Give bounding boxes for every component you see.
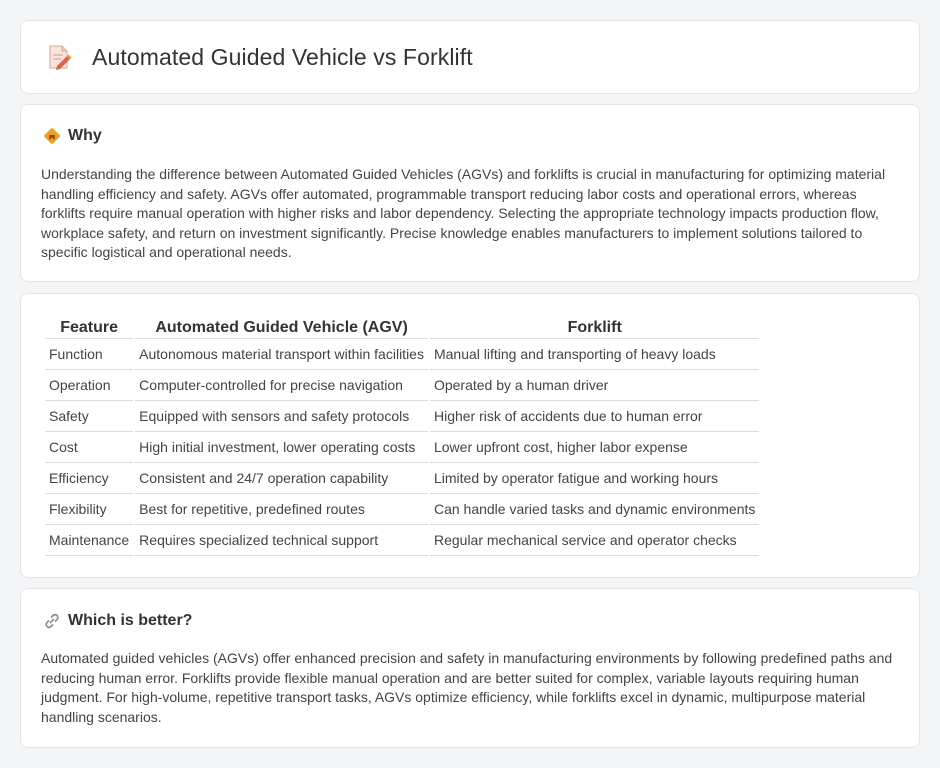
feature-cell: Cost (45, 432, 133, 463)
feature-cell: Safety (45, 401, 133, 432)
forklift-cell: Operated by a human driver (430, 370, 759, 401)
forklift-cell: Lower upfront cost, higher labor expense (430, 432, 759, 463)
table-row (45, 370, 759, 401)
why-heading-row (43, 127, 102, 145)
why-heading: Why (68, 127, 102, 144)
feature-cell: Function (45, 339, 133, 370)
better-text: Automated guided vehicles (AGVs) offer enhanced precision and safety in manufacturing environments by following predefined paths and reducing human error. Forklifts provide flexible manual operation and are better suited for complex, variable layouts requiring human judgment. For high-volume, repetitive transport tasks, AGVs optimize efficiency, while forklifts excel in dynamic, multipurpose material handling scenarios. (41, 650, 893, 725)
why-text: Understanding the difference between Automated Guided Vehicles (AGVs) and forklifts is crucial in manufacturing for optimizing material handling efficiency and safety. AGVs offer automated, programmable transport reducing labor costs and operational errors, whereas forklifts require manual operation with higher risks and labor dependency. Selecting the appropriate technology impacts production flow, workplace safety, and return on investment significantly. Precise knowledge enables manufacturers to implement solutions tailored to specific logistical and operational needs. (41, 166, 886, 261)
title-card (20, 20, 920, 94)
feature-cell: Flexibility (45, 494, 133, 525)
table-row (45, 525, 759, 556)
better-heading-row (43, 612, 192, 630)
document-pencil-icon (46, 43, 72, 71)
column-header-agv: Automated Guided Vehicle (AGV) (135, 315, 428, 339)
comparison-table (43, 315, 761, 556)
table-header-row (45, 315, 759, 339)
table-row (45, 401, 759, 432)
feature-cell: Maintenance (45, 525, 133, 556)
forklift-cell: Can handle varied tasks and dynamic environments (430, 494, 759, 525)
forklift-cell: Manual lifting and transporting of heavy loads (430, 339, 759, 370)
title-row (46, 43, 473, 71)
forklift-cell: Limited by operator fatigue and working hours (430, 463, 759, 494)
table-row (45, 432, 759, 463)
page-title: Automated Guided Vehicle vs Forklift (92, 43, 473, 70)
diamond-sign-icon (43, 127, 61, 145)
agv-cell: Autonomous material transport within facilities (135, 339, 428, 370)
table-row (45, 339, 759, 370)
forklift-cell: Higher risk of accidents due to human error (430, 401, 759, 432)
link-icon (43, 612, 61, 630)
agv-cell: High initial investment, lower operating costs (135, 432, 428, 463)
table-row (45, 463, 759, 494)
agv-cell: Equipped with sensors and safety protocols (135, 401, 428, 432)
agv-cell: Computer-controlled for precise navigation (135, 370, 428, 401)
feature-cell: Efficiency (45, 463, 133, 494)
table-row (45, 494, 759, 525)
comparison-card (20, 293, 920, 578)
agv-cell: Consistent and 24/7 operation capability (135, 463, 428, 494)
column-header-feature: Feature (45, 315, 133, 339)
feature-cell: Operation (45, 370, 133, 401)
column-header-forklift: Forklift (430, 315, 759, 339)
forklift-cell: Regular mechanical service and operator checks (430, 525, 759, 556)
agv-cell: Requires specialized technical support (135, 525, 428, 556)
better-heading: Which is better? (68, 612, 193, 629)
why-card (20, 104, 920, 282)
which-better-card (20, 588, 920, 748)
agv-cell: Best for repetitive, predefined routes (135, 494, 428, 525)
